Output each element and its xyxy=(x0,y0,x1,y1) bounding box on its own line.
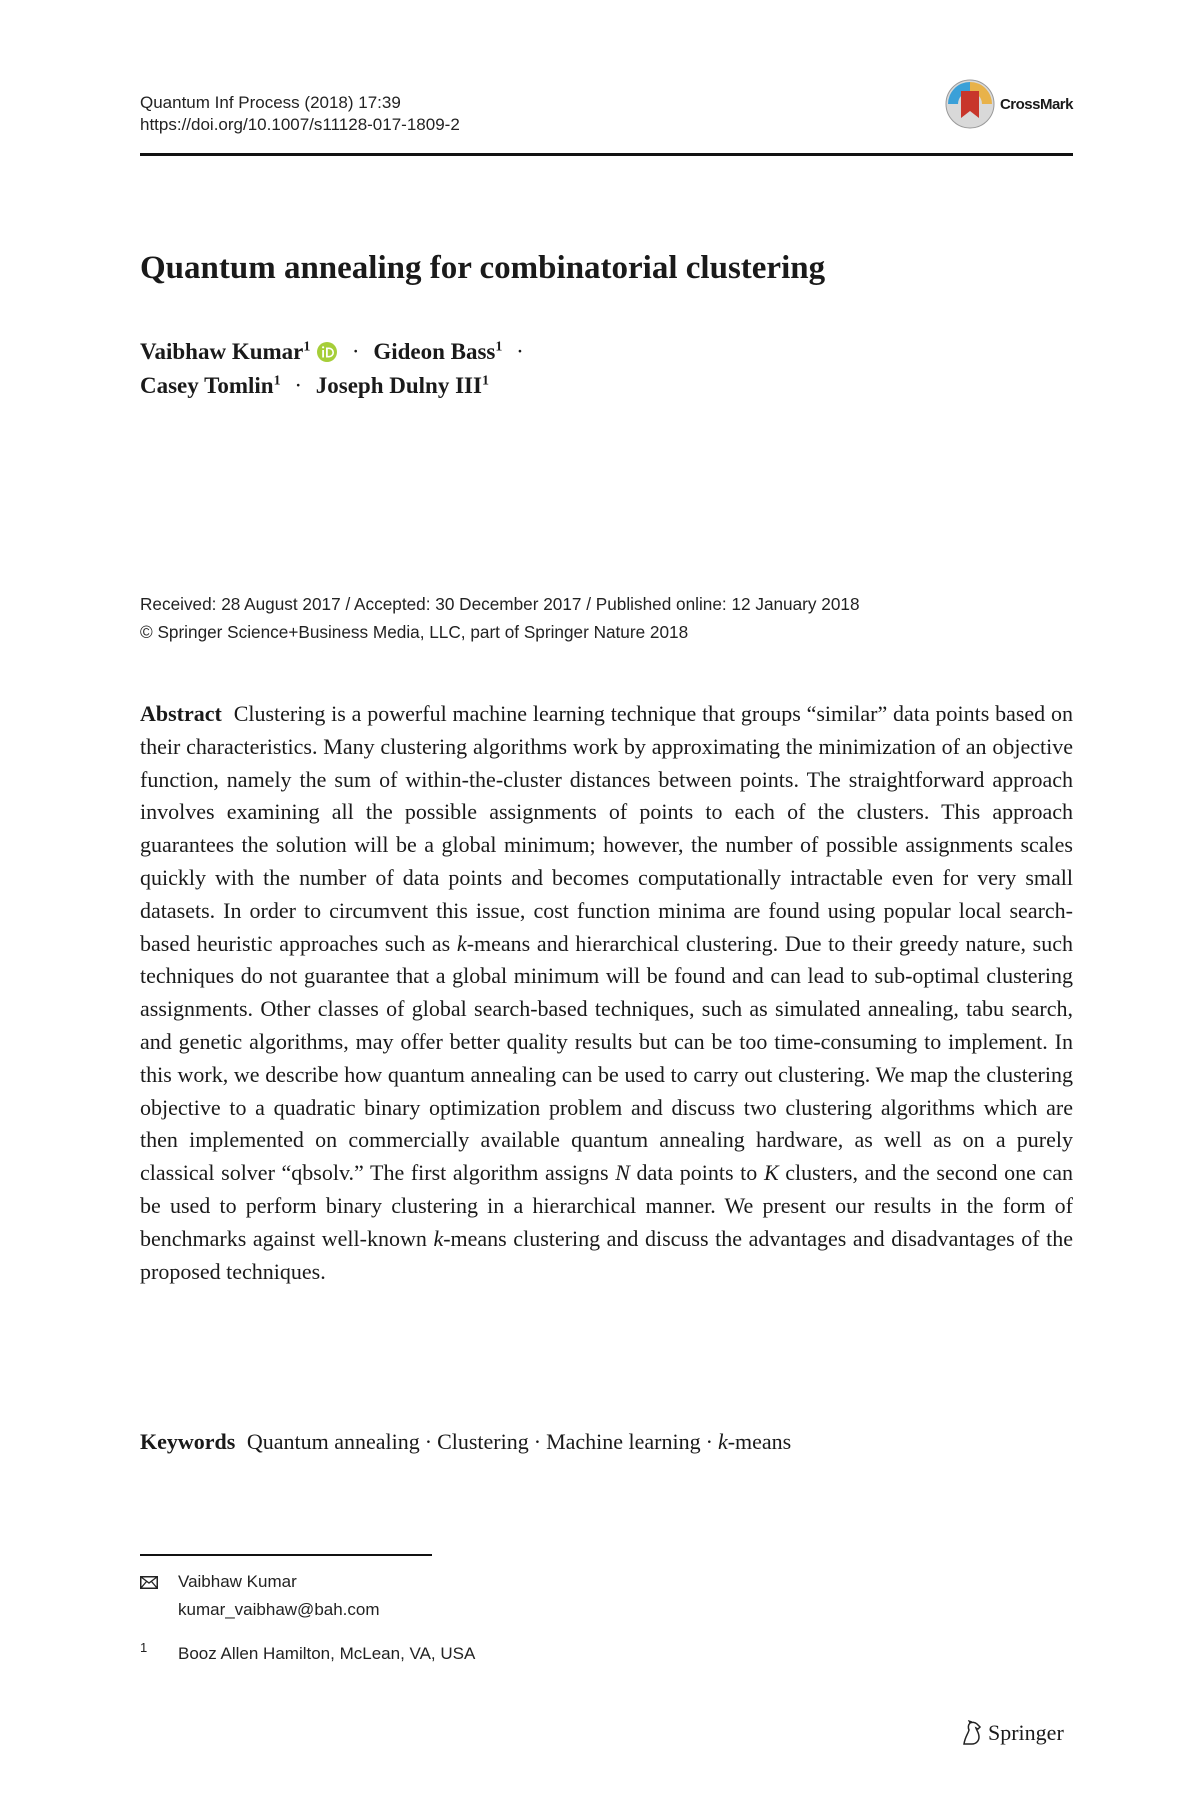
copyright-line: © Springer Science+Business Media, LLC, part of Springer Nature 2018 xyxy=(140,622,689,642)
running-header xyxy=(140,92,1073,136)
doi-link[interactable]: https://doi.org/10.1007/s11128-017-1809-2 xyxy=(140,115,460,134)
author-name[interactable]: Casey Tomlin xyxy=(140,373,274,398)
footnotes xyxy=(140,1568,475,1668)
math-var: k xyxy=(717,1429,728,1454)
keyword: Machine learning xyxy=(546,1429,701,1454)
keyword: -means xyxy=(727,1429,792,1454)
keywords xyxy=(140,1426,791,1458)
affiliation-marker: 1 xyxy=(273,373,281,389)
springer-horse-icon xyxy=(960,1720,984,1746)
author-name[interactable]: Joseph Dulny III xyxy=(315,373,482,398)
envelope-icon xyxy=(140,1576,158,1589)
affiliation-text: Booz Allen Hamilton, McLean, VA, USA xyxy=(178,1644,476,1663)
affiliation-number: 1 xyxy=(140,1640,148,1655)
crossmark-icon xyxy=(944,78,996,130)
publisher-logo xyxy=(960,1720,1064,1746)
header-rule xyxy=(140,153,1073,156)
corresponding-name: Vaibhaw Kumar xyxy=(178,1572,297,1591)
math-var: N xyxy=(615,1160,630,1186)
keyword-separator: · xyxy=(424,1429,433,1454)
math-var: k xyxy=(456,930,467,956)
publication-dates xyxy=(140,590,860,646)
crossmark-label: CrossMark xyxy=(999,95,1073,113)
affiliation-marker: 1 xyxy=(303,339,311,355)
affiliation-marker: 1 xyxy=(481,373,489,389)
keyword-separator: · xyxy=(705,1429,713,1454)
corresponding-author xyxy=(140,1568,475,1624)
author-separator: · xyxy=(351,339,360,364)
publisher-name: Springer xyxy=(988,1720,1064,1745)
abstract-text: data points to xyxy=(636,1160,758,1186)
author-separator: · xyxy=(516,339,524,364)
author-name[interactable]: Gideon Bass xyxy=(373,339,496,364)
orcid-icon[interactable] xyxy=(316,341,338,363)
keyword: Clustering xyxy=(437,1429,529,1454)
abstract-text: clusters, and the second one can be used to perform binary clustering in a hierarchical manner. We present our results in the form of benchmarks against well-known xyxy=(140,1160,1074,1251)
abstract xyxy=(140,698,1073,1288)
journal-citation: Quantum Inf Process (2018) 17:39 xyxy=(140,93,401,112)
abstract-text: -means and hierarchical clustering. Due to their greedy nature, such techniques do not guarantee that a global minimum will be found and can lead to sub-optimal clustering assignments. Other classes of global search-based techniques, such as simulated annealing, tabu search, and genetic algorithms, may offer better quality results but can be too time-consuming to implement. In this work, we describe how quantum annealing can be used to carry out clustering. We map the clustering objective to a quadratic binary optimization problem and discuss two clustering algorithms which are then implemented on commercially available quantum annealing hardware, as well as on a purely classical solver “qbsolv.” The first algorithm assigns xyxy=(140,930,1074,1186)
affiliation xyxy=(140,1640,475,1668)
abstract-text: Clustering is a powerful machine learning technique that groups “similar” data points based on their characteristics. Many clustering algorithms work by approximating the minimization of an objective function, namely the sum of within-the-cluster distances between points. The straightforward approach involves examining all the possible assignments of points to each of the clusters. This approach guarantees the solution will be a global minimum; however, the number of possible assignments scales quickly with the number of data points and becomes computationally intractable even for very small datasets. In order to circumvent this issue, cost function minima are found using popular local search-based heuristic approaches such as xyxy=(140,701,1074,956)
crossmark-badge[interactable] xyxy=(944,78,1073,130)
author-separator: · xyxy=(294,373,302,398)
math-var: K xyxy=(763,1160,779,1186)
keywords-label: Keywords xyxy=(140,1429,236,1454)
paper-title: Quantum annealing for combinatorial clustering xyxy=(140,250,826,286)
affiliation-marker: 1 xyxy=(495,339,503,355)
history-line: Received: 28 August 2017 / Accepted: 30 December 2017 / Published online: 12 January 2018 xyxy=(140,594,860,614)
keyword-separator: · xyxy=(533,1429,542,1454)
abstract-label: Abstract xyxy=(140,701,222,726)
abstract-text: -means clustering and discuss the advantages and disadvantages of the proposed techniques. xyxy=(140,1225,1073,1284)
footnote-rule xyxy=(140,1554,432,1556)
keyword: Quantum annealing xyxy=(246,1429,420,1454)
author-name[interactable]: Vaibhaw Kumar xyxy=(140,339,304,364)
math-var: k xyxy=(433,1225,444,1251)
author-list xyxy=(140,335,532,403)
email-link[interactable]: kumar_vaibhaw@bah.com xyxy=(178,1600,380,1619)
